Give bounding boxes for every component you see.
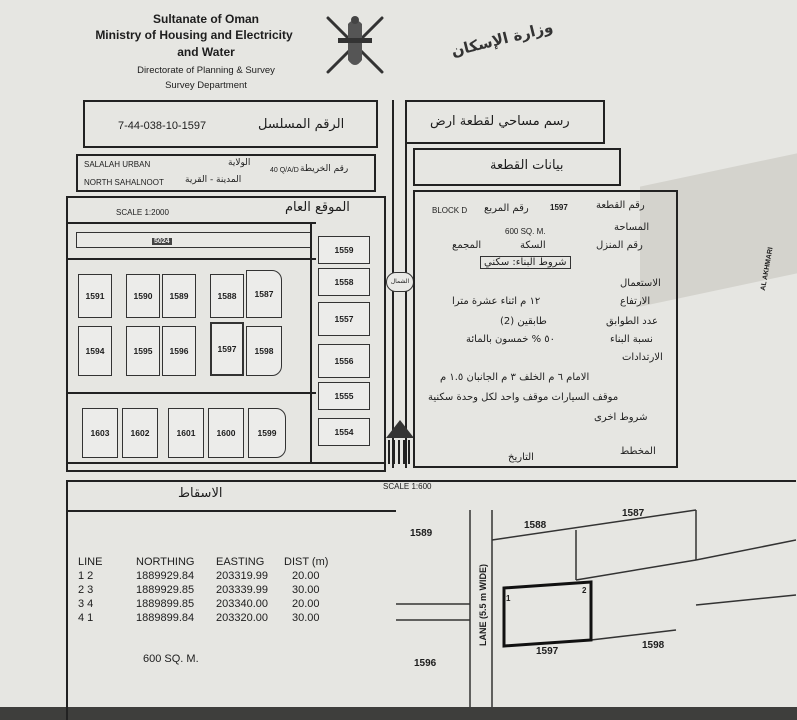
lot-1603: 1603	[82, 408, 118, 458]
top-block	[76, 232, 312, 248]
lot-1554: 1554	[318, 418, 370, 446]
total-area: 600 SQ. M.	[143, 653, 199, 665]
sketch-lot-1596: 1596	[414, 658, 437, 669]
lot-1591: 1591	[78, 274, 112, 318]
house-number-label: رقم المنزل	[596, 240, 643, 251]
lot-1596: 1596	[162, 326, 196, 376]
building-conditions: شروط البناء: سكني	[480, 256, 571, 269]
header-dist: DIST (m)	[284, 556, 329, 568]
lot-1599: 1599	[248, 408, 286, 458]
lot-1594: 1594	[78, 326, 112, 376]
lot-1597-highlight: 1597	[210, 322, 244, 376]
side-stamp: AL AKHMARI	[760, 246, 775, 292]
lane-label: LANE (5.5 m WIDE)	[478, 563, 488, 646]
projection-label: الاسقاط	[178, 486, 223, 501]
ratio-label: نسبة البناء	[610, 334, 653, 345]
block-label-ar: رقم المربع	[484, 203, 529, 214]
wilayat-value: SALALAH URBAN	[84, 160, 151, 169]
plot-data-heading: بيانات القطعة	[490, 158, 564, 173]
sketch-lot-1588: 1588	[524, 520, 547, 531]
lot-1556: 1556	[318, 344, 370, 378]
planner-label: المخطط	[620, 446, 656, 457]
north-label: الشمال	[386, 272, 414, 292]
use-label: الاستعمال	[620, 278, 661, 289]
date-label: التاريخ	[508, 452, 534, 463]
serial-number: 7-44-038-10-1597	[118, 120, 207, 132]
oman-emblem-icon	[318, 8, 392, 82]
lot-1602: 1602	[122, 408, 158, 458]
sikka-label: السكة	[520, 240, 546, 251]
sketch-lot-1589: 1589	[410, 528, 433, 539]
parking-requirement: موقف السيارات موقف واحد لكل وحدة سكنية	[428, 392, 619, 403]
lot-1588: 1588	[210, 274, 244, 318]
header-easting: EASTING	[216, 556, 265, 568]
header-line-3: and Water	[177, 45, 235, 59]
city-value: NORTH SAHALNOOT	[84, 178, 164, 187]
lot-1598: 1598	[246, 326, 282, 376]
lot-1558: 1558	[318, 268, 370, 296]
lot-1557: 1557	[318, 302, 370, 336]
plot-sketch	[396, 500, 796, 707]
lot-1600: 1600	[208, 408, 244, 458]
header-line-4: Directorate of Planning & Survey	[137, 65, 275, 76]
north-arrow-icon	[384, 420, 416, 466]
plot-area: 600 SQ. M.	[505, 227, 546, 236]
table-row: 4 1 1889899.84 203320.00 30.00	[78, 612, 320, 624]
header-line-1: Sultanate of Oman	[152, 12, 259, 26]
plot-number-label: رقم القطعة	[596, 200, 645, 211]
general-location-label: الموقع العام	[285, 200, 350, 215]
lot-1601: 1601	[168, 408, 204, 458]
table-row: 3 4 1889899.85 203340.00 20.00	[78, 598, 320, 610]
complex-label: المجمع	[452, 240, 482, 251]
lot-1589: 1589	[162, 274, 196, 318]
height-value: ١٢ م اثناء عشرة مترا	[452, 296, 541, 307]
area-label: المساحة	[614, 222, 650, 233]
plot-number: 1597	[550, 203, 568, 212]
table-row: 1 2 1889929.84 203319.99 20.00	[78, 570, 320, 582]
lot-1595: 1595	[126, 326, 160, 376]
projection-scale: SCALE 1:600	[383, 482, 432, 491]
floors-value: طابقين (2)	[500, 316, 547, 327]
general-scale: SCALE 1:2000	[116, 208, 169, 217]
height-label: الارتفاع	[620, 296, 651, 307]
ministry-stamp: وزارة الإسكان	[449, 17, 555, 61]
setbacks-value: الامام ٦ م الخلف ٣ م الجانبان ١.٥ م	[440, 372, 590, 383]
header-northing: NORTHING	[136, 556, 195, 568]
corner-2: 2	[582, 586, 587, 595]
header-line: LINE	[78, 556, 103, 568]
city-label: المدينة - القرية	[185, 175, 242, 185]
floors-label: عدد الطوابق	[606, 316, 658, 327]
block-number: 5024	[154, 238, 170, 245]
block-label: BLOCK D	[432, 206, 468, 215]
sketch-lot-1598: 1598	[642, 640, 665, 651]
setbacks-label: الارتدادات	[622, 352, 663, 363]
sketch-lot-1597: 1597	[536, 646, 559, 657]
map-number: 40 Q/A/D	[270, 167, 299, 174]
serial-label: الرقم المسلسل	[258, 117, 345, 132]
lot-1559: 1559	[318, 236, 370, 264]
corner-1: 1	[506, 594, 511, 603]
coordinates-header-row	[78, 556, 329, 568]
sketch-lot-1587: 1587	[622, 508, 645, 519]
lot-1590: 1590	[126, 274, 160, 318]
header-line-5: Survey Department	[165, 80, 247, 91]
table-row: 2 3 1889929.85 203339.99 30.00	[78, 584, 320, 596]
header-line-2: Ministry of Housing and Electricity	[95, 28, 293, 42]
other-conditions: شروط اخرى	[594, 412, 648, 423]
ratio-value: ٥٠ % خمسون بالمائة	[466, 334, 556, 345]
wilayat-label: الولاية	[228, 158, 251, 168]
lot-1587: 1587	[246, 270, 282, 318]
map-number-label: رقم الخريطة	[300, 164, 349, 174]
document-title: رسم مساحي لقطعة ارض	[430, 114, 570, 129]
lot-1555: 1555	[318, 382, 370, 410]
